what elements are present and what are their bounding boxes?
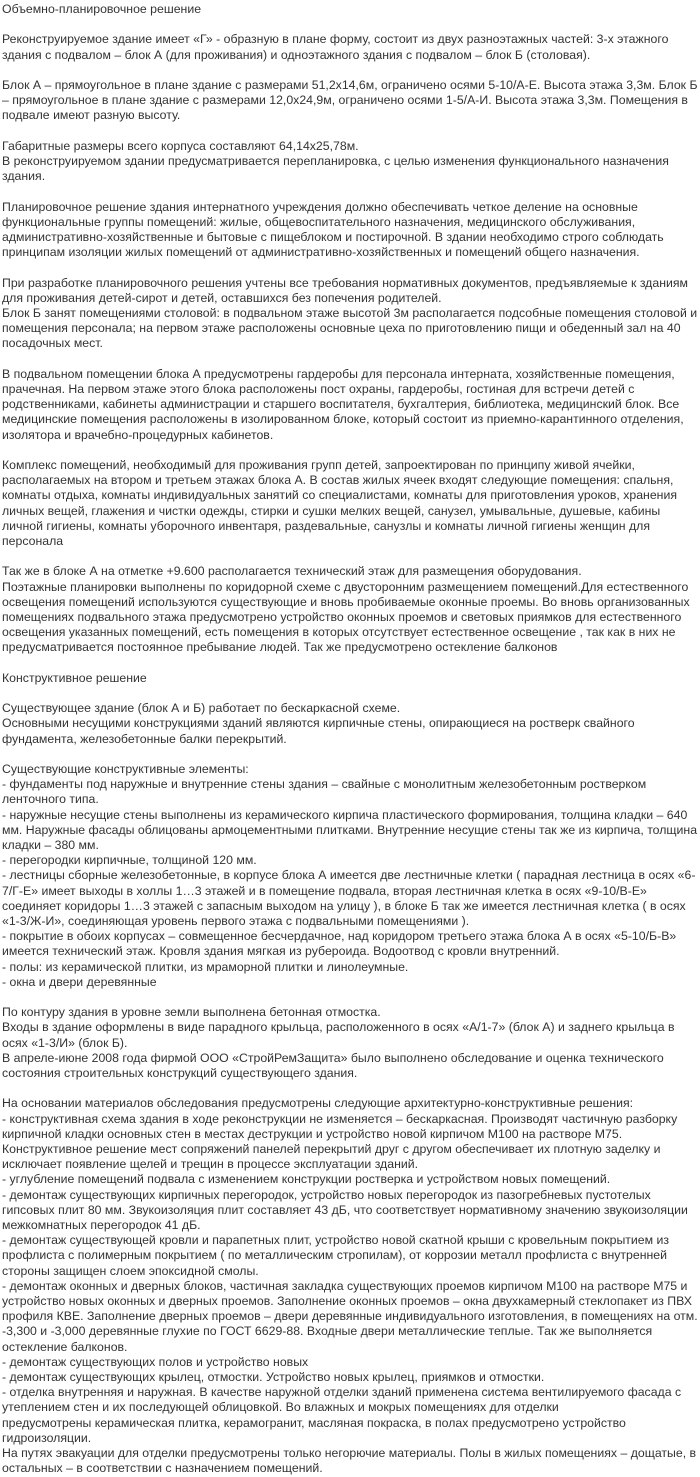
paragraph-requirements: При разработке планировочного решения учтены все требования нормативных документов, предъявляемые к зданиям для проживания детей-сирот и детей, оставшихся без попечения родителей. Блок Б занят помещениями столовой: в подвальном этаже высотой 3м располагается подсобные помещения столовой и помещения персонала; на первом этаже расположены основные цеха по приготовлению пищи и обеденный зал на 40 посадочных мест. (2, 275, 698, 351)
paragraph-intro: Реконструируемое здание имеет «Г» - образную в плане форму, состоит из двух разноэтажных частей: 3-х этажного здания с подвалом – блок А (для проживания) и одноэтажного здания с подвалом – блок Б (столовая). (2, 32, 669, 62)
paragraph-living-cells: Комплекс помещений, необходимый для проживания групп детей, запроектирован по принципу живой ячейки, располагаемых на втором и третьем этажах блока А. В состав жилых ячеек входят следующие помещения: спальня, комнаты отдыха, комнаты индивидуальных занятий со специалистами, комнаты для приготовления уроков, хранения личных вещей, глажения и чистки одежды, стирки и сушки мелких вещей, санузел, умывальные, душевые, кабины личной гигиены, комнаты уборочного инвентаря, раздевальные, санузлы и комнаты личной гигиены женщин для персонала (2, 457, 677, 548)
paragraph-entrances: По контуру здания в уровне земли выполнена бетонная отмостка. Входы в здание оформлены в виде парадного крыльца, расположенного в осях «А/1-7» (блок А) и заднего крыльца в осях «1-3/И» (блок Б). В апреле-июне 2008 года фирмой ООО «СтройРемЗащита» было выполнено обследование и оценка технического состояния строительных конструкций существующего здания. (2, 1005, 675, 1081)
paragraph-scheme: Существующее здание (блок А и Б) работает по бескаркасной схеме. Основными несущими конструкциями зданий являются кирпичные стены, опирающиеся на ростверк свайного фундамента, железобетонные балки перекрытий. (2, 701, 635, 746)
section-heading-planning: Объемно-планировочное решение (2, 2, 202, 16)
paragraph-dimensions: Габаритные размеры всего корпуса составляют 64,14х25,78м. В реконструируемом здании предусматривается перепланировка, с целью изменения функционального назначения здания. (2, 138, 669, 184)
paragraph-functional-groups: Планировочное решение здания интернатного учреждения должно обеспечивать четкое деление на основные функциональные группы помещений: жилые, общевоспитательного назначения, медицинского обслуживания, административно-хозяйственные и бытовые с пищеблоком и постирочной. В здании необходимо строго соблюдать принципам изоляции жилых помещений от административно-хозяйственных и помещений общего назначения. (2, 199, 664, 260)
paragraph-blocks: Блок А – прямоугольное в плане здание с размерами 51,2х14,6м, ограничено осями 5-10/А-Е. Высота этажа 3,3м. Блок Б – прямоугольное в плане здание с размерами 12,0х24,9м, ограничено осями 1-5/А-И. Высота этажа 3,3м. Помещения в подвале имеют разную высоту. (2, 77, 698, 123)
paragraph-basement: В подвальном помещении блока А предусмотрены гардеробы для персонала интерната, хозяйственные помещения, прачечная. На первом этаже этого блока расположены пост охраны, гардеробы, гостиная для встречи детей с родственниками, кабинеты администрации и старшего воспитателя, бухгалтерия, библиотека, медицинский блок. Все медицинские помещения расположены в изолированном блоке, который состоит из приемно-карантинного отделения, изолятора и врачебно-процедурных кабинетов. (2, 366, 684, 442)
paragraph-structural-elements: Существующие конструктивные элементы: - фундаменты под наружные и внутренние стены здания – свайные с монолитным железобетонным ростверком ленточного типа. - наружные несущие стены выполнены из керамического кирпича пластического формирования, толщина кладки – 640 мм. Наружные фасады облицованы армоцементными плитками. Внутренние несущие стены так же из кирпича, толщина кладки – 380 мм. - перегородки кирпичные, толщиной 120 мм. - лестницы сборные железобетонные, в корпусе блока А имеется две лестничные клетки ( парадная лестница в осях «6-7/Г-Е» имеет выходы в холлы 1…3 этажей и в помещение подвала, вторая лестничная клетка в осях «9-10/В-Е» соединяет коридоры 1…3 этажей с запасным выходом на улицу ), в блоке Б так же имеется лестничная клетка ( в осях «1-3/Ж-И», соединяющая уровень первого этажа с подвальными помещениями ). - покрытие в обоих корпусах – совмещенное бесчердачное, над коридором третьего этажа блока А в осях «5-10/Б-В» имеется технический этаж. Кровля здания мягкая из рубероида. Водоотвод с кровли внутренний. - полы: из керамической плитки, из мраморной плитки и линолеумные. - окна и двери деревянные (2, 761, 698, 989)
paragraph-decisions: На основании материалов обследования предусмотрены следующие архитектурно-конструктивные решения: - конструктивная схема здания в ходе реконструкции не изменяется – бескаркасная. Производят частичную разборку кирпичной кладки основных стен в местах деструкции и устройство новой кирпичом М100 на растворе М75. Конструктивное решение мест сопряжений панелей перекрытий друг с другом обеспечивает их плотную заделку и исключает появление щелей и трещин в процессе эксплуатации зданий. - углубление помещений подвала с изменением конструкции ростверка и устройством новых помещений. - демонтаж существующих кирпичных перегородок, устройство новых перегородок из пазогребневых пустотелых гипсовых плит 80 мм. Звукоизоляция плит составляет 43 дБ, что соответствует нормативному значению звукоизоляции межкомнатных перегородок 41 дБ. - демонтаж существующей кровли и парапетных плит, устройство новой скатной крыши с кровельным покрытием из профлиста с полимерным покрытием ( по металлическим стропилам), от коррозии металл профлиста с внутренней стороны защищен слоем эпоксидной смолы. - демонтаж оконных и дверных блоков, частичная закладка существующих проемов кирпичом М100 на растворе М75 и устройство новых оконных и дверных проемов. Заполнение оконных проемов – окна двухкамерный стеклопакет из ПВХ профиля КВЕ. Заполнение дверных проемов – двери деревянные индивидуального изготовления, в помещениях на отм. -3,300 и -3,000 деревянные глухие по ГОСТ 6629-88. Входные двери металлические теплые. Так же выполняется остекление балконов. - демонтаж существующих полов и устройство новых - демонтаж существующих крылец, отмостки. Устройство новых крылец, приямков и отмостки. - отделка внутренняя и наружная. В качестве наружной отделки зданий применена система вентилируемого фасада с утеплением стен и их последующей облицовкой. Во влажных и мокрых помещениях для отделки предусмотрены керамическая плитка, керамогранит, масляная покраска, в полах предусмотрено устройство гидроизоляции. На путях эвакуации для отделки предусмотрены только негорючие материалы. Полы в жилых помещениях – дощатые, в остальных – в соответствии с назначением помещений. (2, 1096, 698, 1476)
paragraph-technical-floor: Так же в блоке А на отметке +9.600 располагается технический этаж для размещения оборудования. Поэтажные планировки выполнены по коридорной схеме с двусторонним размещением помещений.Для естественного освещения помещений используются существующие и вновь пробиваемые оконные проемы. Во вновь организованных помещениях подвального этажа предусмотрено устройство оконных проемов и световых приямков для естественного освещения указанных помещений, есть помещения в которых отсутствует естественное освещение , так как в них не предусматривается постоянное пребывание людей. Так же предусмотрено остекление балконов (2, 564, 690, 655)
section-heading-structural: Конструктивное решение (2, 670, 147, 685)
